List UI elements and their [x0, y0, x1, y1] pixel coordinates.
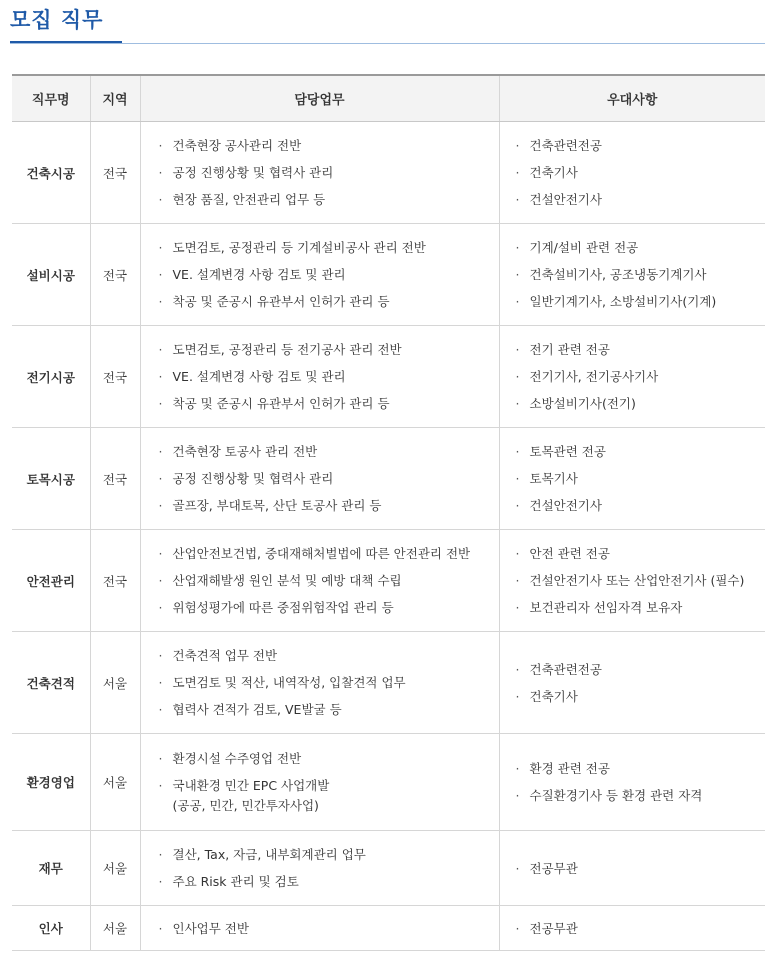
duty-item — [159, 288, 499, 315]
duty-text: VE. 설계변경 사항 검토 및 관리 — [172, 369, 346, 384]
duties-list — [141, 745, 499, 819]
duty-text: 도면검토, 공정관리 등 기계설비공사 관리 전반 — [172, 240, 426, 255]
job-duties — [140, 326, 499, 428]
duty-text: 착공 및 준공시 유관부서 인허가 관리 등 — [172, 396, 390, 411]
preferred-item: · 건설안전기사 — [516, 492, 766, 519]
job-duties — [140, 122, 499, 224]
duty-text: 건축현장 토공사 관리 전반 — [172, 444, 318, 459]
job-duties — [140, 530, 499, 632]
job-duties — [140, 224, 499, 326]
duty-text: 국내환경 민간 EPC 사업개발 — [172, 778, 330, 793]
job-region: 서울 — [90, 632, 140, 734]
duty-item — [159, 390, 499, 417]
preferred-item: · 건축관련전공 — [516, 132, 766, 159]
table-row — [12, 428, 765, 530]
duties-list — [141, 438, 499, 519]
preferred-list — [500, 438, 766, 519]
preferred-item: · 소방설비기사(전기) — [516, 390, 766, 417]
duty-text: 착공 및 준공시 유관부서 인허가 관리 등 — [172, 294, 390, 309]
table-header-row — [12, 75, 765, 122]
preferred-item: · 건축기사 — [516, 683, 766, 710]
preferred-list — [500, 656, 766, 710]
preferred-item: · 건설안전기사 — [516, 186, 766, 213]
job-region: 서울 — [90, 906, 140, 951]
preferred-list — [500, 755, 766, 809]
job-name: 재무 — [12, 831, 90, 906]
duty-text: 산업재해발생 원인 분석 및 예방 대책 수립 — [172, 573, 402, 588]
duty-item — [159, 567, 499, 594]
duty-item — [159, 492, 499, 519]
title-divider — [10, 43, 765, 44]
preferred-item: · 토목기사 — [516, 465, 766, 492]
duty-item — [159, 336, 499, 363]
job-duties — [140, 734, 499, 831]
preferred-item: · 보건관리자 선임자격 보유자 — [516, 594, 766, 621]
preferred-item: · 수질환경기사 등 환경 관련 자격 — [516, 782, 766, 809]
duty-item — [159, 868, 499, 895]
duty-item — [159, 159, 499, 186]
table-body — [12, 122, 765, 951]
job-duties — [140, 428, 499, 530]
job-name: 토목시공 — [12, 428, 90, 530]
job-table — [12, 74, 765, 951]
preferred-item: · 전기 관련 전공 — [516, 336, 766, 363]
table-row — [12, 326, 765, 428]
duty-item — [159, 841, 499, 868]
preferred-item: · 건축관련전공 — [516, 656, 766, 683]
duty-text: 도면검토, 공정관리 등 전기공사 관리 전반 — [172, 342, 402, 357]
job-preferred — [499, 122, 765, 224]
duty-text: 환경시설 수주영업 전반 — [172, 751, 302, 766]
header-preferred: 우대사항 — [499, 75, 765, 122]
duty-text: 건축견적 업무 전반 — [172, 648, 278, 663]
duties-list — [141, 915, 499, 942]
duty-item — [159, 363, 499, 390]
job-name: 건축견적 — [12, 632, 90, 734]
preferred-item: · 토목관련 전공 — [516, 438, 766, 465]
preferred-item: · 일반기계기사, 소방설비기사(기계) — [516, 288, 766, 315]
preferred-item: · 전기기사, 전기공사기사 — [516, 363, 766, 390]
duties-list — [141, 841, 499, 895]
duty-item — [159, 594, 499, 621]
table-row — [12, 734, 765, 831]
preferred-item: · 기계/설비 관련 전공 — [516, 234, 766, 261]
duty-item — [159, 696, 499, 723]
preferred-list — [500, 855, 766, 882]
preferred-item: · 안전 관련 전공 — [516, 540, 766, 567]
preferred-item: · 건축기사 — [516, 159, 766, 186]
preferred-item: · 전공무관 — [516, 855, 766, 882]
job-region: 전국 — [90, 530, 140, 632]
header-job-name: 직무명 — [12, 75, 90, 122]
job-name: 설비시공 — [12, 224, 90, 326]
table-row — [12, 224, 765, 326]
job-preferred — [499, 632, 765, 734]
duty-text: 주요 Risk 관리 및 검토 — [172, 874, 299, 889]
duty-text: 공정 진행상황 및 협력사 관리 — [172, 165, 334, 180]
duty-item — [159, 915, 499, 942]
duty-subtext: (공공, 민간, 민간투자사업) — [172, 798, 319, 813]
preferred-item: · 환경 관련 전공 — [516, 755, 766, 782]
duties-list — [141, 132, 499, 213]
preferred-item: · 건설안전기사 또는 산업안전기사 (필수) — [516, 567, 766, 594]
preferred-list — [500, 336, 766, 417]
job-name: 건축시공 — [12, 122, 90, 224]
duty-text: 건축현장 공사관리 전반 — [172, 138, 302, 153]
duty-item — [159, 261, 499, 288]
job-region: 서울 — [90, 831, 140, 906]
table-row — [12, 530, 765, 632]
job-name: 전기시공 — [12, 326, 90, 428]
duty-text: 위험성평가에 따른 중점위험작업 관리 등 — [172, 600, 394, 615]
job-preferred — [499, 906, 765, 951]
header-duties: 담당업무 — [140, 75, 499, 122]
job-region: 서울 — [90, 734, 140, 831]
duty-text: 협력사 견적가 검토, VE발굴 등 — [172, 702, 342, 717]
table-row — [12, 632, 765, 734]
duty-text: 결산, Tax, 자금, 내부회계관리 업무 — [172, 847, 366, 862]
duties-list — [141, 336, 499, 417]
job-name: 안전관리 — [12, 530, 90, 632]
duty-item — [159, 669, 499, 696]
duty-item — [159, 132, 499, 159]
preferred-item: · 전공무관 — [516, 915, 766, 942]
duty-text: 공정 진행상황 및 협력사 관리 — [172, 471, 334, 486]
preferred-item: · 건축설비기사, 공조냉동기계기사 — [516, 261, 766, 288]
duty-text: 현장 품질, 안전관리 업무 등 — [172, 192, 326, 207]
duty-item — [159, 234, 499, 261]
header-region: 지역 — [90, 75, 140, 122]
job-region: 전국 — [90, 326, 140, 428]
job-region: 전국 — [90, 122, 140, 224]
job-duties — [140, 906, 499, 951]
table-row — [12, 831, 765, 906]
duty-text: 도면검토 및 적산, 내역작성, 입찰견적 업무 — [172, 675, 406, 690]
job-preferred — [499, 326, 765, 428]
preferred-list — [500, 132, 766, 213]
page-title: 모집 직무 — [10, 8, 104, 32]
job-preferred — [499, 530, 765, 632]
duty-item — [159, 465, 499, 492]
duty-text: 산업안전보건법, 중대재해처벌법에 따른 안전관리 전반 — [172, 546, 471, 561]
job-preferred — [499, 428, 765, 530]
duties-list — [141, 540, 499, 621]
job-region: 전국 — [90, 224, 140, 326]
table-row — [12, 906, 765, 951]
duty-text: VE. 설계변경 사항 검토 및 관리 — [172, 267, 346, 282]
job-duties — [140, 632, 499, 734]
job-preferred — [499, 224, 765, 326]
duties-list — [141, 234, 499, 315]
preferred-list — [500, 915, 766, 942]
duty-item — [159, 745, 499, 772]
preferred-list — [500, 234, 766, 315]
table-row — [12, 122, 765, 224]
preferred-list — [500, 540, 766, 621]
job-preferred — [499, 734, 765, 831]
duty-item — [159, 772, 499, 819]
duty-text: 인사업무 전반 — [172, 920, 249, 936]
duty-item — [159, 642, 499, 669]
page-header — [10, 0, 765, 44]
duty-text: 골프장, 부대토목, 산단 토공사 관리 등 — [172, 498, 382, 513]
duty-item — [159, 438, 499, 465]
job-duties — [140, 831, 499, 906]
duty-item — [159, 186, 499, 213]
job-region: 전국 — [90, 428, 140, 530]
duties-list — [141, 642, 499, 723]
job-name: 환경영업 — [12, 734, 90, 831]
duty-item — [159, 540, 499, 567]
job-name: 인사 — [12, 906, 90, 951]
job-preferred — [499, 831, 765, 906]
